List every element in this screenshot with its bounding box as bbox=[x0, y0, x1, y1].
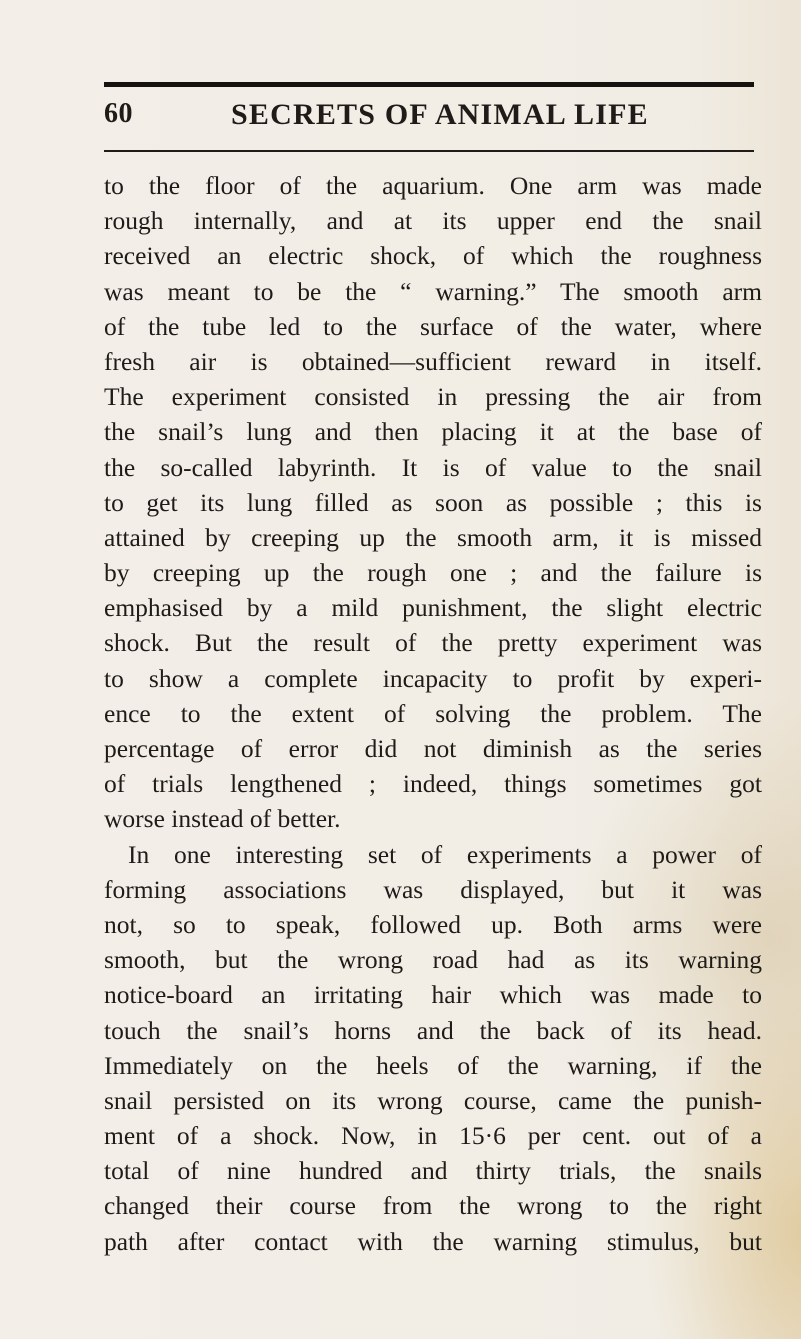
body-text bbox=[104, 168, 762, 1259]
top-rule bbox=[104, 82, 754, 87]
text-line: rough internally, and at its upper end the snail bbox=[104, 206, 762, 236]
text-line: to show a complete incapacity to profit by experi- bbox=[104, 663, 762, 693]
text-line: notice-board an irritating hair which was made to bbox=[104, 980, 762, 1010]
text-line: percentage of error did not diminish as the series bbox=[104, 734, 762, 763]
text-line: touch the snail’s horns and the back of its head. bbox=[104, 1015, 762, 1045]
text-line: of the tube led to the surface of the water, where bbox=[104, 311, 762, 341]
text-line: the so-called labyrinth. It is of value to the snail bbox=[104, 452, 762, 482]
text-line: forming associations was displayed, but it was bbox=[104, 874, 762, 904]
text-line: Immediately on the heels of the warning, if the bbox=[104, 1050, 762, 1080]
text-line: ence to the extent of solving the problem. The bbox=[104, 698, 762, 728]
text-line: of trials lengthened ; indeed, things sometimes got bbox=[104, 769, 762, 799]
text-line: attained by creeping up the smooth arm, it is missed bbox=[104, 522, 762, 552]
paragraph-first-line: In one interesting set of experiments a power of bbox=[128, 839, 762, 869]
text-line: changed their course from the wrong to the right bbox=[104, 1191, 762, 1221]
page-number: 60 bbox=[104, 98, 133, 129]
text-line: not, so to speak, followed up. Both arms were bbox=[104, 909, 762, 939]
text-line: was meant to be the “ warning.” The smooth arm bbox=[104, 276, 762, 306]
text-line: by creeping up the rough one ; and the failure is bbox=[104, 558, 762, 588]
text-line: emphasised by a mild punishment, the slight electric bbox=[104, 593, 762, 623]
page-header bbox=[104, 98, 754, 144]
text-line: path after contact with the warning stimulus, but bbox=[104, 1226, 762, 1256]
text-line: total of nine hundred and thirty trials, the snails bbox=[104, 1156, 762, 1186]
running-head: SECRETS OF ANIMAL LIFE bbox=[231, 98, 649, 131]
header-rule bbox=[104, 150, 754, 152]
text-line: ment of a shock. Now, in 15·6 per cent. out of a bbox=[104, 1121, 762, 1151]
text-line: fresh air is obtained—sufficient reward in itself. bbox=[104, 346, 762, 376]
text-line: received an electric shock, of which the roughness bbox=[104, 241, 762, 271]
text-line: The experiment consisted in pressing the air from bbox=[104, 382, 762, 412]
text-line: smooth, but the wrong road had as its warning bbox=[104, 945, 762, 975]
text-line: the snail’s lung and then placing it at the base of bbox=[104, 417, 762, 447]
text-line: shock. But the result of the pretty experiment was bbox=[104, 628, 762, 658]
text-line: to get its lung filled as soon as possible ; this is bbox=[104, 487, 762, 517]
text-line: to the floor of the aquarium. One arm was made bbox=[104, 171, 762, 200]
text-line: worse instead of better. bbox=[104, 804, 341, 834]
text-line: snail persisted on its wrong course, came the punish- bbox=[104, 1085, 762, 1115]
